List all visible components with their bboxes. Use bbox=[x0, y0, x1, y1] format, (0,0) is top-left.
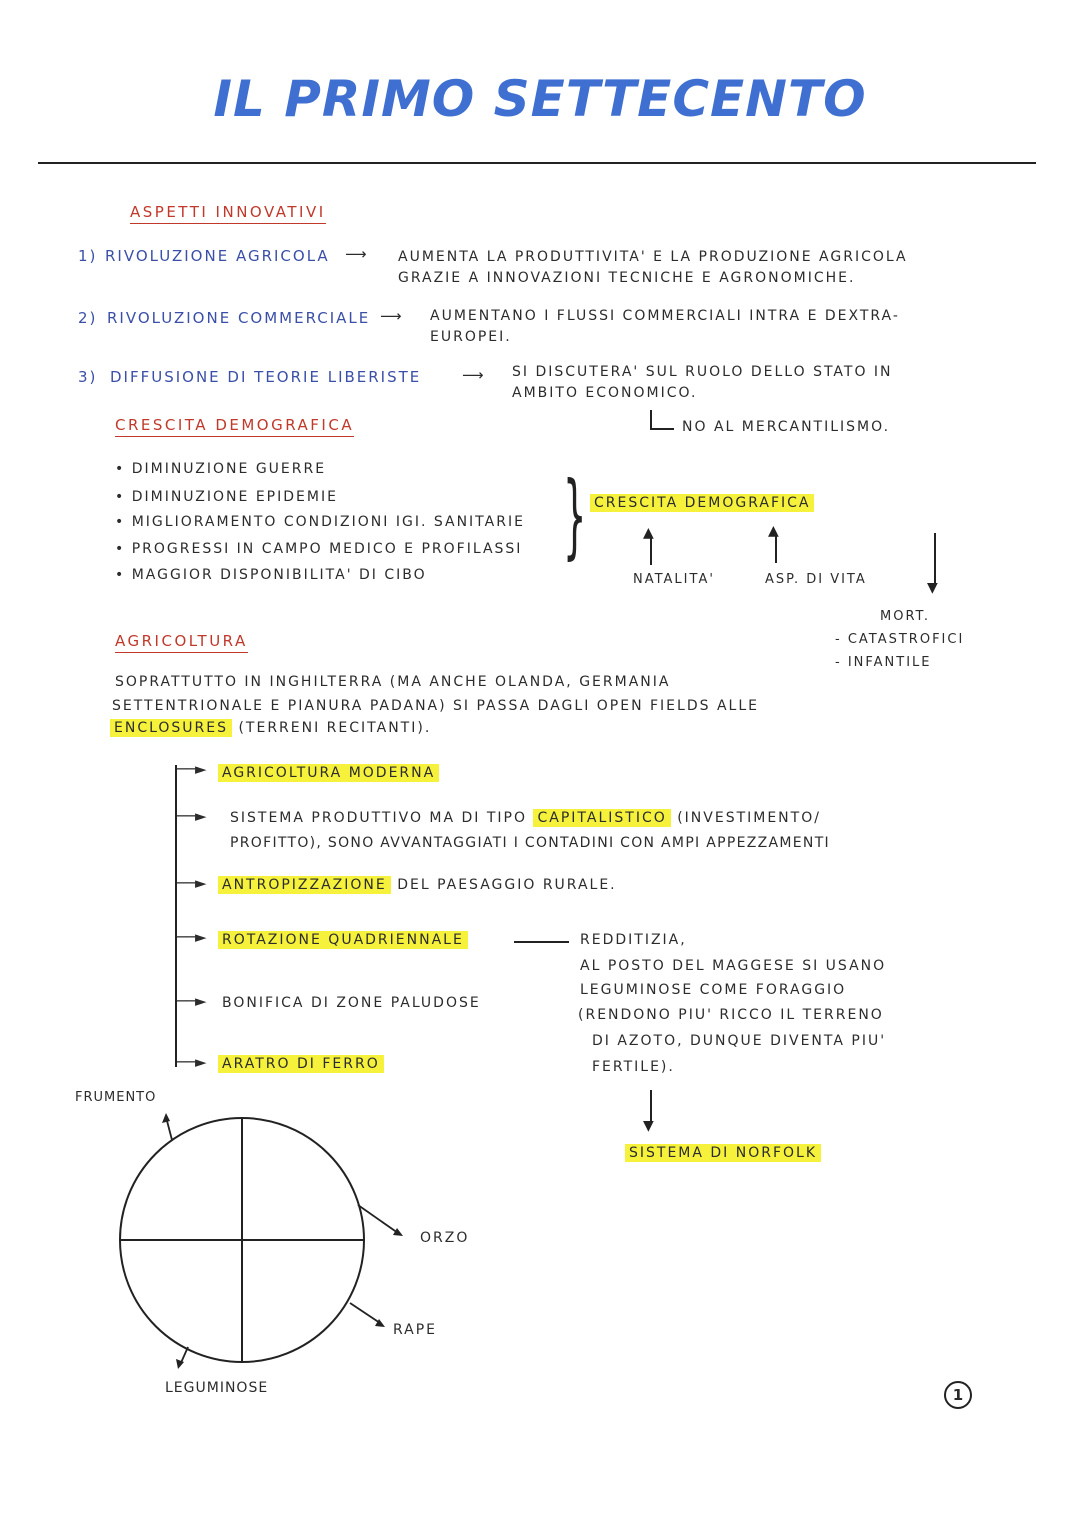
branch-sistema-produttivo-2: PROFITTO), SONO AVVANTAGGIATI I CONTADINI CON AMPI APPEZZAMENTI bbox=[230, 835, 830, 851]
rotazione-note-2: AL POSTO DEL MAGGESE SI USANO bbox=[580, 958, 887, 974]
bullet-item: • PROGRESSI IN CAMPO MEDICO E PROFILASSI bbox=[115, 541, 523, 557]
title-divider bbox=[38, 162, 1036, 164]
bracket-line bbox=[650, 410, 652, 430]
rotazione-note-6: FERTILE). bbox=[592, 1059, 675, 1075]
branch-arrow-icon: ──► bbox=[177, 1053, 207, 1071]
item-3-desc-2: AMBITO ECONOMICO. bbox=[512, 385, 698, 401]
bullet-item: • DIMINUZIONE GUERRE bbox=[115, 461, 327, 477]
label-mort-catastrofici: - CATASTROFICI bbox=[835, 632, 965, 647]
item-1-desc-1: AUMENTA LA PRODUTTIVITA' E LA PRODUZIONE AGRICOLA bbox=[398, 249, 908, 265]
branch-aratro-di-ferro: ARATRO DI FERRO bbox=[218, 1055, 384, 1073]
note-mercantilismo: NO AL MERCANTILISMO. bbox=[682, 419, 891, 435]
rotazione-note-1: REDDITIZIA, bbox=[580, 932, 687, 948]
item-3-desc-1: SI DISCUTERA' SUL RUOLO DELLO STATO IN bbox=[512, 364, 893, 380]
brace-icon: } bbox=[563, 462, 587, 569]
branch-bonifica: BONIFICA DI ZONE PALUDOSE bbox=[222, 995, 481, 1011]
bullet-item: • MAGGIOR DISPONIBILITA' DI CIBO bbox=[115, 567, 427, 583]
bracket-line bbox=[650, 428, 674, 430]
arrowhead-orzo bbox=[393, 1228, 403, 1236]
arrow-icon: ⟶ bbox=[345, 245, 369, 263]
rotazione-note-4: (RENDONO PIU' RICCO IL TERRENO bbox=[578, 1007, 884, 1023]
branch-arrow-icon: ──► bbox=[177, 760, 207, 778]
bullet-item: • DIMINUZIONE EPIDEMIE bbox=[115, 489, 338, 505]
arrow-icon: ⟶ bbox=[380, 307, 404, 325]
arrowhead-frumento bbox=[162, 1113, 170, 1123]
label-leguminose: LEGUMINOSE bbox=[165, 1380, 269, 1396]
item-2-desc-2: EUROPEI. bbox=[430, 329, 512, 345]
branch-arrow-icon: ──► bbox=[177, 874, 207, 892]
down-arrow-line bbox=[934, 533, 936, 585]
heading-crescita-demografica: CRESCITA DEMOGRAFICA bbox=[115, 416, 354, 437]
label-frumento: FRUMENTO bbox=[75, 1090, 157, 1105]
label-natalita: NATALITA' bbox=[633, 572, 715, 587]
item-1-number: 1) bbox=[78, 247, 98, 265]
label-asp-vita: ASP. DI VITA bbox=[765, 572, 867, 587]
page-title: IL PRIMO SETTECENTO bbox=[213, 70, 867, 128]
bullet-item: • MIGLIORAMENTO CONDIZIONI IGI. SANITARIE bbox=[115, 514, 525, 530]
branch-rotazione-quadriennale: ROTAZIONE QUADRIENNALE bbox=[218, 931, 468, 949]
agricoltura-intro-3: ENCLOSURES (TERRENI RECITANTI). bbox=[110, 720, 431, 736]
result-crescita: CRESCITA DEMOGRAFICA bbox=[590, 494, 814, 512]
agricoltura-intro-2: SETTENTRIONALE E PIANURA PADANA) SI PASSA DAGLI OPEN FIELDS ALLE bbox=[112, 698, 759, 714]
arrow-rape bbox=[350, 1303, 380, 1323]
down-arrow-icon: ▼ bbox=[643, 1118, 654, 1134]
item-2-label: RIVOLUZIONE COMMERCIALE bbox=[107, 309, 371, 327]
branch-arrow-icon: ──► bbox=[177, 992, 207, 1010]
item-3-number: 3) bbox=[78, 368, 98, 386]
branch-antropizzazione: ANTROPIZZAZIONE DEL PAESAGGIO RURALE. bbox=[218, 877, 617, 893]
branch-arrow-icon: ──► bbox=[177, 928, 207, 946]
label-orzo: ORZO bbox=[420, 1230, 470, 1246]
label-mort: MORT. bbox=[880, 609, 931, 624]
item-3-label: DIFFUSIONE DI TEORIE LIBERISTE bbox=[110, 368, 422, 386]
label-mort-infantile: - INFANTILE bbox=[835, 655, 932, 670]
up-arrow-icon: ▲ bbox=[768, 523, 779, 539]
rotazione-note-3: LEGUMINOSE COME FORAGGIO bbox=[580, 982, 847, 998]
item-2-number: 2) bbox=[78, 309, 98, 327]
branch-arrow-icon: ──► bbox=[177, 807, 207, 825]
item-1-desc-2: GRAZIE A INNOVAZIONI TECNICHE E AGRONOMICHE. bbox=[398, 270, 856, 286]
highlight-antropizzazione: ANTROPIZZAZIONE bbox=[218, 876, 391, 894]
up-arrow-icon: ▲ bbox=[643, 525, 654, 541]
highlight-enclosures: ENCLOSURES bbox=[110, 719, 232, 737]
connector-line bbox=[514, 941, 569, 943]
label-rape: RAPE bbox=[393, 1322, 438, 1338]
branch-sistema-produttivo: SISTEMA PRODUTTIVO MA DI TIPO CAPITALISTICO (INVESTIMENTO/ bbox=[230, 810, 821, 826]
heading-agricoltura: AGRICOLTURA bbox=[115, 632, 248, 653]
arrow-icon: ⟶ bbox=[462, 366, 486, 384]
down-arrow-icon: ▼ bbox=[927, 580, 938, 596]
page-number: 1 bbox=[944, 1381, 972, 1409]
item-1-label: RIVOLUZIONE AGRICOLA bbox=[105, 247, 330, 265]
highlight-capitalistico: CAPITALISTICO bbox=[533, 809, 670, 827]
item-2-desc-1: AUMENTANO I FLUSSI COMMERCIALI INTRA E DEXTRA- bbox=[430, 308, 900, 324]
agricoltura-intro-1: SOPRATTUTTO IN INGHILTERRA (MA ANCHE OLANDA, GERMANIA bbox=[115, 674, 671, 690]
rotazione-note-5: DI AZOTO, DUNQUE DIVENTA PIU' bbox=[592, 1033, 887, 1049]
heading-aspetti-innovativi: ASPETTI INNOVATIVI bbox=[130, 203, 326, 224]
branch-agricoltura-moderna: AGRICOLTURA MODERNA bbox=[218, 764, 439, 782]
result-sistema-norfolk: SISTEMA DI NORFOLK bbox=[625, 1144, 821, 1162]
